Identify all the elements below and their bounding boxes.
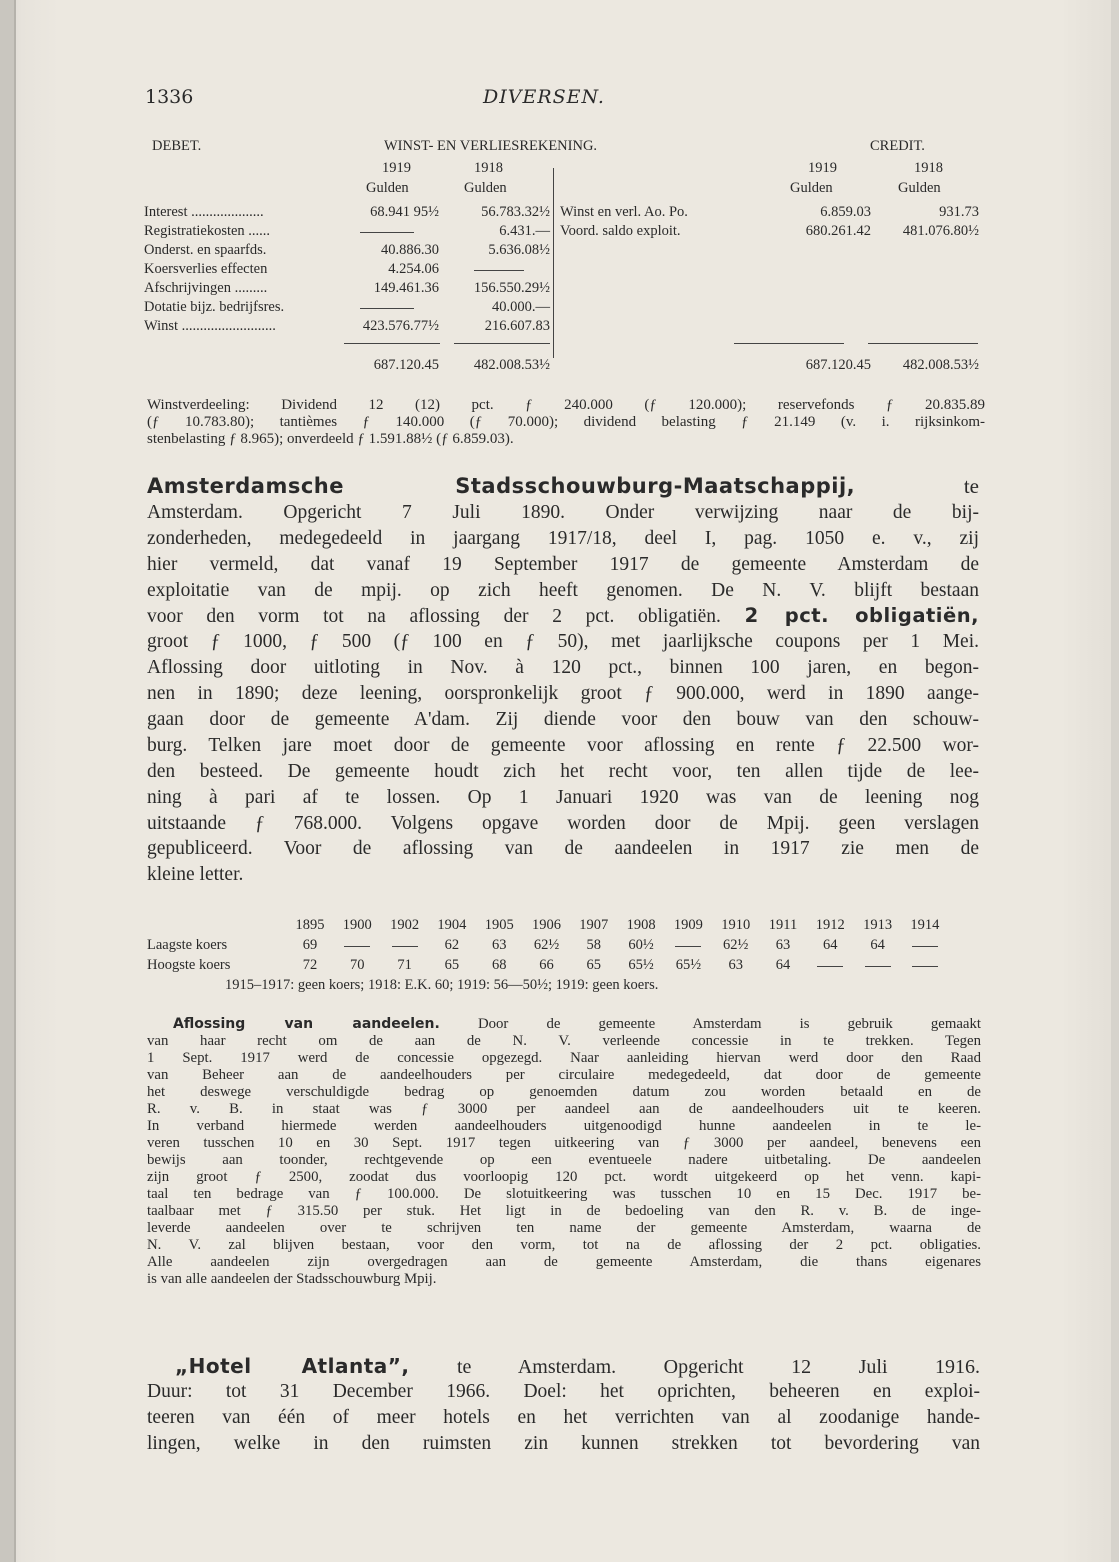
koers-hoogste-value-dash [912,966,938,967]
koers-laagste-value: 64 [823,937,838,953]
koers-laagste-value: 64 [870,937,885,953]
debit-total-1918: 482.008.53½ [473,357,550,373]
para-line: groot ƒ 1000, ƒ 500 (ƒ 100 en ƒ 50), met jaarlijksche coupons per 1 Mei. [147,631,979,653]
koers-laagste-value: 62½ [533,937,560,953]
koers-laagste-value: 62½ [723,937,749,953]
para-line: nen in 1890; deze leening, oorspronkelijk groot ƒ 900.000, werd in 1890 aange- [147,683,979,705]
debit-row-1919-dash [360,308,414,309]
para-line [147,1016,981,1033]
para-line: taal ten bedrage van ƒ 100.000. De slotuitkeering was tusschen 10 en 15 Dec. 1917 be- [147,1186,981,1202]
credit-total-rule-1919 [734,343,844,344]
debit-row-label: Afschrijvingen ......... [144,280,268,296]
para-line: gepubliceerd. Voor de aflossing van de aandeelen in 1917 zie men de [147,838,979,860]
para-line: bewijs aan toonder, rechtgevende op een eventueele nadere uitbetaling. De aandeelen [147,1152,981,1168]
debit-unit-1918: Gulden [464,180,507,196]
koers-table [147,917,977,997]
koers-year: 1908 [626,917,656,933]
page-edge-line [14,0,16,1562]
para-line: het deswege verschuldigde bedrag op genoemden datum zou worden betaald en de [147,1084,981,1100]
debit-row-label: Koersverlies effecten [144,261,268,277]
debit-total-rule-1919 [344,343,440,344]
koers-hoogste-value: 71 [397,957,412,973]
koers-year: 1905 [484,917,514,933]
koers-laagste-value-dash [675,946,701,947]
para-line: lingen, welke in den ruimsten zin kunnen strekken tot bevordering van [147,1433,980,1454]
para-line-text: Door de gemeente Amsterdam is gebruik gemaakt [477,1016,981,1032]
koers-hoogste-value: 68 [491,957,507,973]
winstverdeeling-line: (ƒ 10.783.80); tantièmes ƒ 140.000 (ƒ 70.000); dividend belasting ƒ 21.149 (v. i. rijksinkom- [147,414,985,430]
credit-row-1918: 481.076.80½ [902,223,979,239]
credit-heading: CREDIT. [870,138,925,154]
para-line: hier vermeld, dat vanaf 19 September 1917 de gemeente Amsterdam de [147,553,979,575]
koers-laagste-value: 60½ [628,937,654,953]
koers-hoogste-value-dash [865,966,891,967]
para-line: zijn groot ƒ 2500, zoodat dus voorloopig 120 pct. wordt uitgekeerd op het venn. kapi- [147,1169,981,1185]
credit-row-label: Winst en verl. Ao. Po. [560,204,688,220]
para-line: gaan door de gemeente A'dam. Zij diende voor den bouw van den schouw- [147,709,979,731]
para-line: van Beheer aan de aandeelhouders per circulaire medegedeeld, dat door de gemeente [147,1067,981,1083]
page-edge-right [1111,0,1119,1562]
koers-year: 1902 [390,917,420,933]
debit-row-1918: 216.607.83 [484,318,550,334]
credit-year-1918: 1918 [914,160,943,176]
company-title: Amsterdamsche Stadsschouwburg-Maatschappij, [147,474,856,498]
para-line-text: te Amsterdam. Opgericht 12 Juli 1916. [409,1356,980,1378]
para-line: uitstaande ƒ 768.000. Volgens opgave worden door de Mpij. geen verslagen [147,812,979,834]
credit-row-label: Voord. saldo exploit. [560,223,681,239]
para-line: In verband hiermede werden aandeelhouders uitgenoodigd hunne aandeelen in te le- [147,1118,981,1134]
obligaties-heading: 2 pct. obligatiën, [744,604,979,628]
winstverdeeling-line: Winstverdeeling: Dividend 12 (12) pct. ƒ 240.000 (ƒ 120.000); reservefonds ƒ 20.835.89 [147,397,985,413]
debit-year-1919: 1919 [382,160,411,176]
koers-hoogste-value: 72 [302,957,318,973]
debit-row-1919: 40.886.30 [381,242,439,258]
credit-row-1918: 931.73 [939,204,979,220]
page-header [145,86,980,116]
koers-hoogste-value: 65 [586,957,602,973]
laagste-label: Laagste koers [147,937,228,953]
koers-year: 1914 [910,917,940,933]
koers-year: 1900 [342,917,372,933]
credit-row-1919: 680.261.42 [805,223,871,239]
para-line: van haar recht om de aan de N. V. verleende concessie in te trekken. Tegen [147,1033,981,1049]
para-line: ning à pari af te lossen. Op 1 Januari 1920 was van de leening nog [147,786,979,808]
winstverdeeling [147,397,985,448]
account-table [144,138,983,378]
para-line: N. V. zal blijven bestaan, voor den vorm, tot na de aflossing der 2 pct. obligaties. [147,1237,981,1253]
koers-year: 1895 [295,917,325,933]
koers-year: 1910 [721,917,751,933]
company-title-suffix: te [855,474,979,498]
credit-row-1919: 6.859.03 [820,204,871,220]
debit-unit-1919: Gulden [366,180,409,196]
koers-year: 1907 [579,917,609,933]
para-line: is van alle aandeelen der Stadsschouwburg Mpij. [147,1271,437,1287]
para-line [147,603,979,629]
credit-total-1919: 687.120.45 [805,357,871,373]
koers-laagste-value: 63 [491,937,507,953]
credit-total-1918: 482.008.53½ [902,357,979,373]
credit-total-rule-1918 [868,343,978,344]
page-title: DIVERSEN. [483,86,605,108]
debit-row-1918: 6.431.— [499,223,550,239]
para-line [147,474,979,500]
para-line: Aflossing door uitloting in Nov. à 120 pct., binnen 100 jaren, en begon- [147,657,979,679]
koers-laagste-value: 62 [444,937,460,953]
debit-row-1919: 149.461.36 [373,280,439,296]
para-line: veren tusschen 10 en 30 Sept. 1917 tegen uitkeering van ƒ 3000 per aandeel, benevens een [147,1135,981,1151]
debit-row-1918: 56.783.32½ [481,204,550,220]
winstverdeeling-line: stenbelasting ƒ 8.965); onverdeeld ƒ 1.591.88½ (ƒ 6.859.03). [147,431,514,447]
debit-row-1918: 5.636.08½ [488,242,550,258]
company-title: „Hotel Atlanta”, [175,1354,410,1378]
koers-hoogste-value: 65 [444,957,460,973]
koers-year: 1911 [768,917,798,933]
koers-hoogste-value: 65½ [628,957,654,973]
hoogste-label: Hoogste koers [147,957,231,973]
koers-hoogste-value-dash [817,966,843,967]
aflossing-aandeelen-section [147,1016,981,1288]
koers-hoogste-value: 65½ [675,957,702,973]
para-line: taalbaar met ƒ 315.50 per stuk. Het ligt in de bedoeling van den R. v. B. de inge- [147,1203,981,1219]
credit-unit-1918: Gulden [898,180,941,196]
koers-hoogste-value: 70 [350,957,365,973]
debit-row-label: Winst .......................... [144,318,276,334]
koers-laagste-value-dash [344,946,370,947]
debet-heading: DEBET. [152,138,202,154]
para-line: Duur: tot 31 December 1966. Doel: het oprichten, beheeren en exploi- [147,1381,980,1402]
debit-total-rule-1918 [454,343,550,344]
para-line: den besteed. De gemeente houdt zich het recht voor, ten allen tijde de lee- [147,760,979,782]
debit-year-1918: 1918 [474,160,503,176]
debit-total-1919: 687.120.45 [373,357,439,373]
koers-laagste-value-dash [392,946,418,947]
koers-year: 1912 [815,917,845,933]
debit-row-1918: 40.000.— [492,299,550,315]
account-divider [553,168,554,358]
debit-row-label: Onderst. en spaarfds. [144,242,267,258]
para-line: exploitatie van de mpij. op zich heeft genomen. De N. V. blijft bestaan [147,579,979,601]
stadsschouwburg-section [147,474,979,888]
koers-laagste-value: 69 [302,937,318,953]
para-line: 1 Sept. 1917 werd de concessie opgezegd. Naar aanleiding hiervan werd door den Raad [147,1050,981,1066]
debit-row-1919: 68.941 95½ [370,204,439,220]
koers-year: 1913 [863,917,893,933]
account-title: WINST- EN VERLIESREKENING. [384,138,598,154]
debit-row-label: Interest .................... [144,204,264,220]
koers-year: 1906 [532,917,561,933]
debit-row-1919-dash [360,232,414,233]
koers-hoogste-value: 63 [728,957,743,973]
para-line: burg. Telken jare moet door de gemeente voor aflossing en rente ƒ 22.500 wor- [147,734,979,756]
para-line: Amsterdam. Opgericht 7 Juli 1890. Onder verwijzing naar de bij- [147,501,979,523]
koers-laagste-value: 58 [586,937,602,953]
debit-row-1918: 156.550.29½ [473,280,550,296]
debit-row-1919: 4.254.06 [388,261,439,277]
koers-hoogste-value: 66 [539,957,554,973]
para-line: Alle aandeelen zijn overgedragen aan de gemeente Amsterdam, die thans eigenares [147,1254,981,1270]
hotel-atlanta-section [147,1353,980,1457]
credit-year-1919: 1919 [808,160,837,176]
debit-row-label: Registratiekosten ...... [144,223,271,239]
koers-laagste-value: 63 [775,937,791,953]
para-line [175,1353,980,1379]
page-number: 1336 [145,86,194,108]
koers-year: 1904 [437,917,467,933]
para-line: kleine letter. [147,864,244,886]
aflossing-title: Aflossing van aandeelen. [173,1016,440,1032]
koers-year: 1909 [673,917,703,933]
debit-row-1918-dash [474,270,524,271]
koers-laagste-value-dash [912,946,938,947]
para-line-text: voor den vorm tot na aflossing der 2 pct. obligatiën. [147,606,721,628]
credit-unit-1919: Gulden [790,180,833,196]
para-line: zonderheden, medegedeeld in jaargang 1917/18, deel I, pag. 1050 e. v., zij [147,527,979,549]
para-line: teeren van één of meer hotels en het verrichten van al zoodanige hande- [147,1407,980,1428]
para-line: leverde aandeelen over te schrijven ten name der gemeente Amsterdam, waarna de [147,1220,981,1236]
koers-hoogste-value: 64 [775,957,791,973]
debit-row-1919: 423.576.77½ [362,318,439,334]
page-edge-left [0,0,14,1562]
koers-note: 1915–1917: geen koers; 1918: E.K. 60; 1919: 56—50½; 1919: geen koers. [225,977,659,993]
para-line: R. v. B. in staat was ƒ 3000 per aandeel aan de aandeelhouders uit te keeren. [147,1101,981,1117]
debit-row-label: Dotatie bijz. bedrijfsres. [144,299,285,315]
